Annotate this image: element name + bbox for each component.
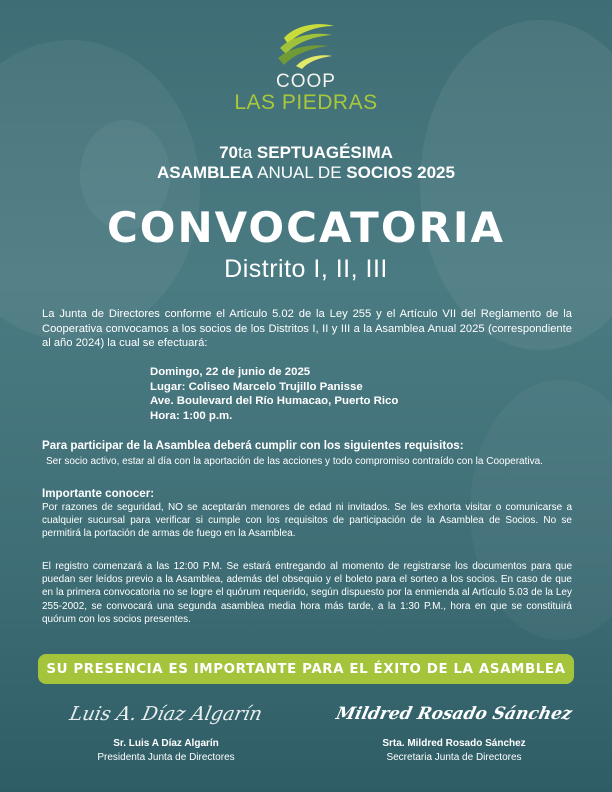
important-text: Por razones de seguridad, NO se aceptarán menores de edad ni invitados. Se les exhorta visitar o comunicarse a cualquier sucursal para verificar si cumple con los requisitos de participación de la Asamblea de Socios. No se permitirá la portación de armas de fuego en la Asamblea.	[42, 502, 572, 540]
logo-swoosh-icon	[266, 20, 346, 70]
page-subtitle: Distrito I, II, III	[224, 255, 388, 283]
event-time: Hora: 1:00 p.m.	[150, 409, 233, 422]
logo-text-las-piedras: LAS PIEDRAS	[234, 91, 378, 114]
heading-anual-de: ANUAL DE	[257, 163, 342, 182]
page-title: CONVOCATORIA	[106, 203, 506, 252]
heading-line-2	[0, 163, 612, 183]
coop-logo	[216, 20, 396, 114]
signature-script: Luis A. Díaz Algarín	[67, 703, 265, 725]
heading-ordinal: 70	[219, 143, 238, 162]
heading-septuagesima: SEPTUAGÉSIMA	[256, 143, 393, 162]
signer-role: Presidenta Junta de Directores	[97, 752, 235, 763]
logo-text-coop: COOP	[276, 71, 336, 92]
heading-asamblea: ASAMBLEA	[157, 163, 254, 182]
event-address: Ave. Boulevard del Río Humacao, Puerto Rico	[150, 395, 399, 407]
heading-line-1	[0, 143, 612, 163]
banner-text: SU PRESENCIA ES IMPORTANTE PARA EL ÉXITO DE LA ASAMBLEA	[46, 661, 566, 677]
signature-block-secretary	[324, 697, 584, 765]
signer-name: Sr. Luis A Díaz Algarín	[113, 738, 219, 749]
signature-script: Mildred Rosado Sánchez	[334, 704, 574, 724]
presence-banner	[38, 654, 574, 684]
intro-paragraph: La Junta de Directores conforme el Artículo 5.02 de la Ley 255 y el Artículo VII del Reglamento de la Cooperativa convocamos a los socios de los Distritos I, II y III a la Asamblea Anual 2025 (correspondiente al año 2024) la cual se efectuará:	[42, 308, 572, 349]
background-photo-shape	[420, 20, 612, 350]
heading-ordinal-suffix: ta	[237, 143, 253, 162]
event-place: Lugar: Coliseo Marcelo Trujillo Panisse	[150, 380, 363, 393]
registration-text: El registro comenzará a las 12:00 P.M. Se estará entregando al momento de registrarse los documentos para que puedan ser leídos previo a la Asamblea, además del obsequio y el boleto para el sorteo a los socios. En caso de que en la primera convocatoria no se logre el quórum requerido, según dispuesto por la enmienda al Artículo 5.03 de la Ley 255-2002, se convocará una segunda asamblea media hora más tarde, a la 1:30 P.M., hora en que se constituirá quórum con los socios presentes.	[42, 561, 572, 625]
signer-role: Secretaria Junta de Directores	[386, 752, 522, 763]
event-date: Domingo, 22 de junio de 2025	[150, 366, 311, 378]
signer-name: Srta. Mildred Rosado Sánchez	[382, 738, 526, 749]
heading-socios: SOCIOS 2025	[346, 163, 455, 182]
requirements-heading: Para participar de la Asamblea deberá cumplir con los siguientes requisitos:	[42, 439, 464, 452]
important-heading: Importante conocer:	[42, 487, 155, 500]
event-details	[150, 365, 550, 423]
signature-block-president	[36, 697, 296, 765]
requirements-text: Ser socio activo, estar al día con la aportación de las acciones y todo compromiso contraído con la Cooperativa.	[46, 456, 543, 467]
